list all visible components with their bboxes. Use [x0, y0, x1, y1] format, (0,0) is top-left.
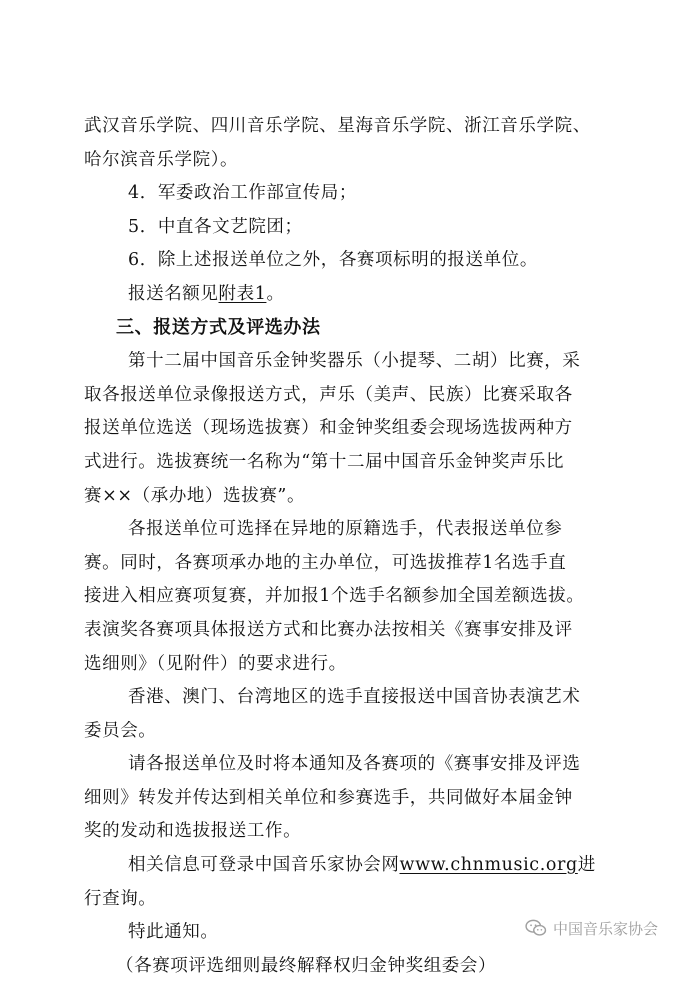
section-heading: 三、报送方式及评选办法: [116, 316, 321, 338]
wechat-icon: [525, 919, 547, 937]
paragraph-line: 武汉音乐学院、四川音乐学院、星海音乐学院、浙江音乐学院、: [84, 116, 591, 136]
paragraph-line: 各报送单位可选择在异地的原籍选手，代表报送单位参: [128, 519, 563, 540]
list-item: 5．中直各文艺院团；: [128, 216, 303, 237]
document-body: [84, 110, 604, 983]
watermark: [525, 917, 658, 939]
list-item: 4．军委政治工作部宣传局；: [128, 183, 357, 204]
paragraph-line: 香港、澳门、台湾地区的选手直接报送中国音协表演艺术: [128, 687, 581, 708]
website-prefix: 相关信息可登录中国音乐家协会网: [128, 855, 400, 876]
website-suffix: 进: [577, 855, 596, 876]
paragraph-line: 请各报送单位及时将本通知及各赛项的《赛事安排及评选: [128, 754, 581, 775]
paragraph-line: 表演奖各赛项具体报送方式和比赛办法按相关《赛事安排及评: [84, 619, 573, 640]
closing-line: 特此通知。: [128, 922, 219, 943]
paragraph-line: 细则》转发并传达到相关单位和参赛选手，共同做好本届金钟: [84, 787, 573, 808]
paragraph-line: 委员会。: [84, 720, 157, 741]
quota-line: [84, 278, 604, 310]
paragraph-line: 行查询。: [84, 888, 157, 909]
paragraph-line: 接进入相应赛项复赛，并加报1个选手名额参加全国差额选拔。: [84, 586, 585, 607]
website-line: [84, 849, 604, 881]
paragraph-line: 奖的发动和选拔报送工作。: [84, 821, 302, 842]
quota-prefix: 报送名额见: [128, 283, 219, 304]
paragraph-line: 式进行。选拔赛统一名称为“第十二届中国音乐金钟奖声乐比: [84, 451, 565, 472]
list-item: 6．除上述报送单位之外，各赛项标明的报送单位。: [128, 250, 538, 271]
paragraph-line: 赛。同时，各赛项承办地的主办单位，可选拔推荐1名选手直: [84, 552, 567, 573]
paragraph-line: 赛××（承办地）选拔赛”。: [84, 485, 306, 506]
footnote-line: （各赛项评选细则最终解释权归金钟奖组委会）: [116, 955, 497, 976]
paragraph-line: 取各报送单位录像报送方式，声乐（美声、民族）比赛采取各: [84, 384, 573, 405]
watermark-text: 中国音乐家协会: [552, 919, 658, 938]
paragraph-line: 报送单位选送（现场选拔赛）和金钟奖组委会现场选拔两种方: [84, 418, 573, 439]
paragraph-line: 哈尔滨音乐学院）。: [84, 149, 239, 170]
paragraph-line: 选细则》（见附件）的要求进行。: [84, 653, 347, 674]
quota-suffix: 。: [266, 283, 285, 304]
paragraph-line: 第十二届中国音乐金钟奖器乐（小提琴、二胡）比赛，采: [128, 351, 581, 372]
website-link[interactable]: www.chnmusic.org: [399, 855, 578, 876]
appendix-link[interactable]: 附表1: [218, 283, 267, 304]
